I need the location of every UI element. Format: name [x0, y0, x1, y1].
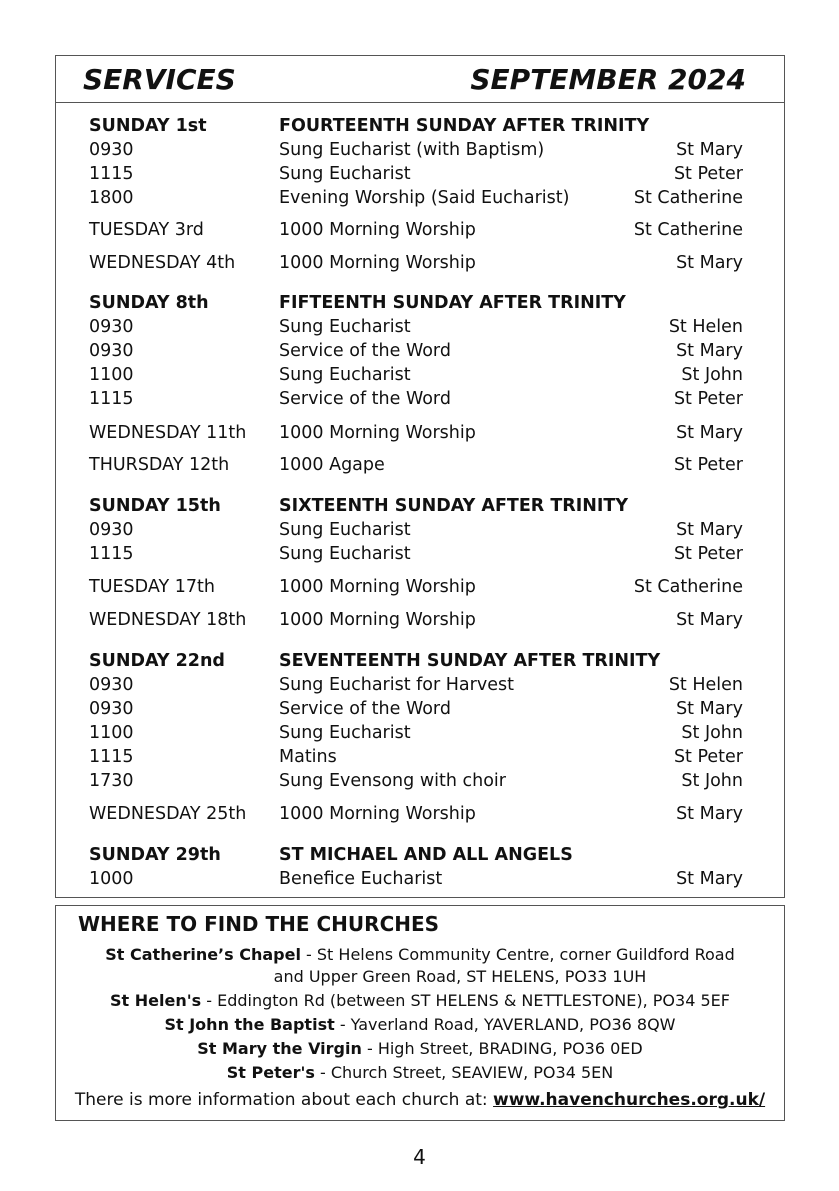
service-time: 0930 [89, 699, 134, 719]
church-name: St John the Baptist [164, 1015, 335, 1034]
service-name: Service of the Word [279, 341, 451, 361]
service-time: 0930 [89, 675, 134, 695]
service-day: WEDNESDAY 11th [89, 423, 247, 443]
service-time: 1800 [89, 188, 134, 208]
service-church: St Peter [673, 455, 743, 475]
service-name: 1000 Morning Worship [279, 423, 476, 443]
service-time: 1100 [89, 723, 134, 743]
service-time: 0930 [89, 341, 134, 361]
service-time: 1115 [89, 747, 134, 767]
service-church: St Helen [668, 317, 743, 337]
service-name: 1000 Morning Worship [279, 610, 476, 630]
service-church: St Mary [676, 804, 743, 824]
service-day: SUNDAY 1st [89, 116, 207, 136]
service-name: 1000 Agape [279, 455, 385, 475]
service-sunday-title: FOURTEENTH SUNDAY AFTER TRINITY [279, 116, 650, 136]
service-name: Evening Worship (Said Eucharist) [279, 188, 570, 208]
church-name: St Helen's [110, 991, 202, 1010]
service-name: Sung Eucharist [279, 723, 411, 743]
service-name: Service of the Word [279, 389, 451, 409]
service-time: 1000 [89, 869, 134, 889]
service-name: Sung Eucharist [279, 365, 411, 385]
service-time: 0930 [89, 140, 134, 160]
service-day: THURSDAY 12th [89, 455, 230, 475]
church-entry [55, 966, 825, 988]
churches-box [55, 905, 785, 1121]
church-address: - Eddington Rd (between ST HELENS & NETTLESTONE), PO34 5EF [201, 991, 730, 1010]
service-day: TUESDAY 17th [89, 577, 215, 597]
church-address: - High Street, BRADING, PO36 0ED [361, 1039, 643, 1058]
service-church: St John [681, 771, 743, 791]
service-name: 1000 Morning Worship [279, 253, 476, 273]
church-entry [55, 990, 785, 1012]
service-name: Sung Evensong with choir [279, 771, 506, 791]
church-name: St Mary the Virgin [197, 1039, 362, 1058]
service-name: 1000 Morning Worship [279, 577, 476, 597]
service-time: 0930 [89, 520, 134, 540]
month-heading: SEPTEMBER 2024 [470, 63, 746, 96]
service-name: Sung Eucharist [279, 520, 411, 540]
service-church: St Mary [676, 140, 743, 160]
service-church: St Mary [676, 423, 743, 443]
churches-title: WHERE TO FIND THE CHURCHES [78, 912, 440, 936]
more-info-text: There is more information about each church at: [74, 1090, 494, 1110]
church-entry [55, 1014, 785, 1036]
church-entry [55, 1038, 785, 1060]
church-address: and Upper Green Road, ST HELENS, PO33 1UH [273, 967, 647, 986]
page-number: 4 [413, 1145, 426, 1169]
service-time: 1100 [89, 365, 134, 385]
service-name: Sung Eucharist for Harvest [279, 675, 514, 695]
service-time: 1115 [89, 164, 134, 184]
church-name: St Peter's [226, 1063, 315, 1082]
service-church: St Catherine [633, 188, 743, 208]
service-church: St Peter [673, 747, 743, 767]
church-entry [55, 1062, 785, 1084]
website-link[interactable]: www.havenchurches.org.uk/ [493, 1090, 766, 1110]
service-day: WEDNESDAY 4th [89, 253, 236, 273]
service-name: Matins [279, 747, 337, 767]
service-name: Sung Eucharist (with Baptism) [279, 140, 545, 160]
service-church: St Mary [676, 869, 743, 889]
service-day: TUESDAY 3rd [89, 220, 204, 240]
service-time: 1730 [89, 771, 134, 791]
service-church: St Mary [676, 699, 743, 719]
service-sunday-title: ST MICHAEL AND ALL ANGELS [279, 845, 573, 865]
service-day: SUNDAY 29th [89, 845, 221, 865]
service-day: SUNDAY 15th [89, 496, 221, 516]
service-day: WEDNESDAY 18th [89, 610, 247, 630]
church-entry [55, 944, 785, 966]
service-church: St Peter [673, 389, 743, 409]
service-time: 1115 [89, 544, 134, 564]
service-day: WEDNESDAY 25th [89, 804, 247, 824]
service-sunday-title: SEVENTEENTH SUNDAY AFTER TRINITY [279, 651, 661, 671]
church-address: - Church Street, SEAVIEW, PO34 5EN [314, 1063, 614, 1082]
service-name: 1000 Morning Worship [279, 220, 476, 240]
header-divider [55, 102, 785, 103]
service-name: Sung Eucharist [279, 317, 411, 337]
service-church: St Mary [676, 610, 743, 630]
services-heading: SERVICES [83, 63, 236, 96]
service-name: Sung Eucharist [279, 164, 411, 184]
church-name: St Catherine’s Chapel [105, 945, 301, 964]
service-sunday-title: FIFTEENTH SUNDAY AFTER TRINITY [279, 293, 626, 313]
church-address: - Yaverland Road, YAVERLAND, PO36 8QW [334, 1015, 676, 1034]
service-church: St Peter [673, 164, 743, 184]
service-church: St Mary [676, 520, 743, 540]
service-name: Service of the Word [279, 699, 451, 719]
service-church: St Catherine [633, 577, 743, 597]
service-church: St John [681, 365, 743, 385]
service-church: St Peter [673, 544, 743, 564]
service-name: Sung Eucharist [279, 544, 411, 564]
service-church: St Helen [668, 675, 743, 695]
service-name: Benefice Eucharist [279, 869, 443, 889]
service-time: 0930 [89, 317, 134, 337]
service-church: St John [681, 723, 743, 743]
service-name: 1000 Morning Worship [279, 804, 476, 824]
service-church: St Mary [676, 253, 743, 273]
service-day: SUNDAY 8th [89, 293, 209, 313]
service-church: St Mary [676, 341, 743, 361]
service-church: St Catherine [633, 220, 743, 240]
more-info-line [55, 1090, 785, 1110]
service-sunday-title: SIXTEENTH SUNDAY AFTER TRINITY [279, 496, 629, 516]
church-address: - St Helens Community Centre, corner Guildford Road [300, 945, 735, 964]
service-time: 1115 [89, 389, 134, 409]
service-day: SUNDAY 22nd [89, 651, 225, 671]
